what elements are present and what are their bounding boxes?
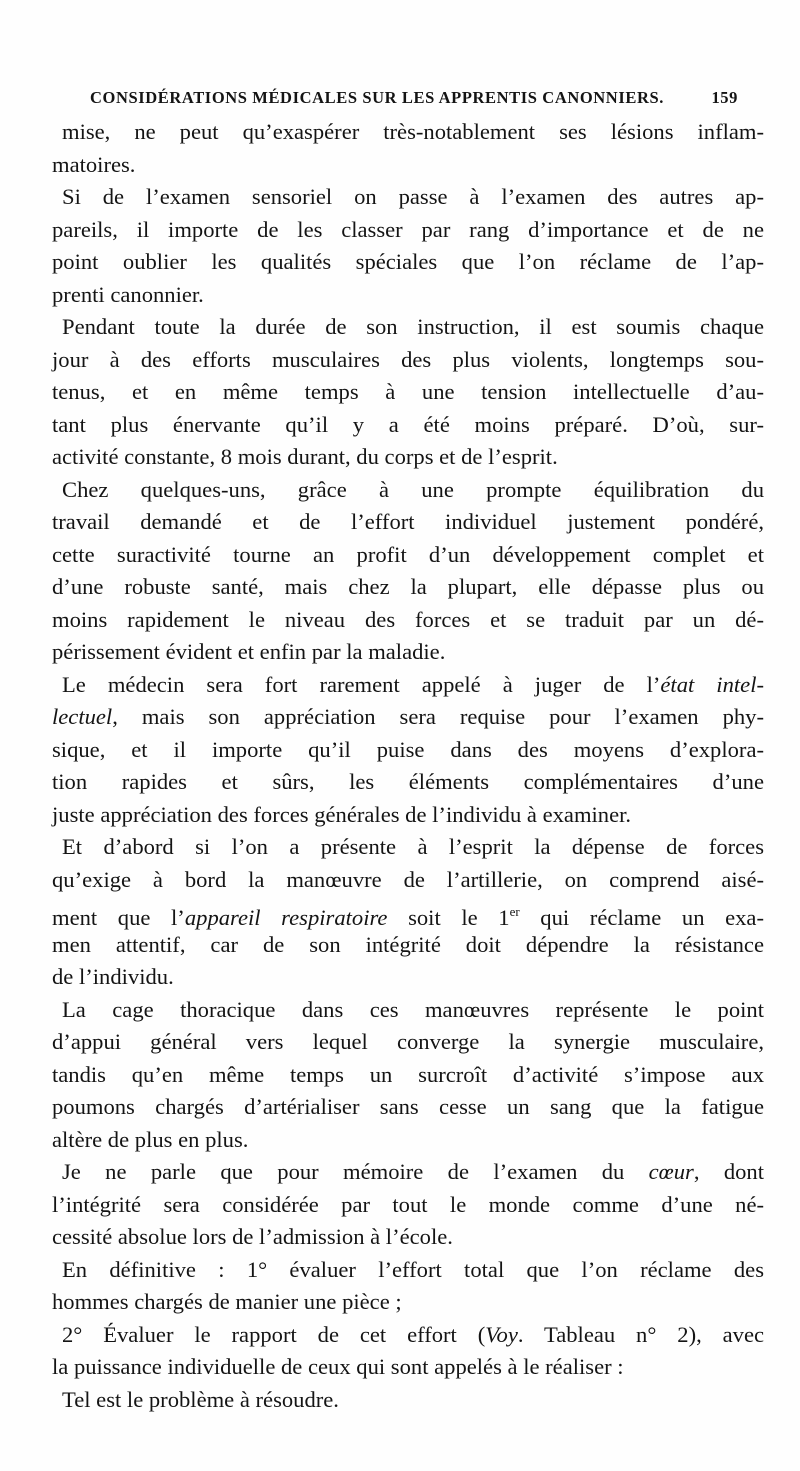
paragraph (52, 1156, 764, 1254)
text-run: l’intégrité sera considérée par tout le monde comme d’une né- (52, 1191, 764, 1217)
text-run: moins rapidement le niveau des forces et se traduit par un dé- (52, 606, 764, 632)
text-run: tenus, et en même temps à une tension intellectuelle d’au- (52, 379, 764, 404)
text-run: Je ne parle que pour mémoire de l’examen du (62, 1159, 649, 1184)
text-line (52, 1124, 764, 1157)
paragraph (52, 1254, 764, 1319)
text-line (52, 831, 764, 864)
text-line (52, 214, 764, 247)
text-line (52, 409, 764, 442)
text-line (52, 1254, 764, 1287)
text-run: Pendant toute la durée de son instruction, il est soumis chaque (62, 314, 764, 339)
text-run: Le médecin sera fort rarement appelé à juger de l’ (62, 671, 661, 697)
text-run: d’une robuste santé, mais chez la plupart, elle dépasse plus ou (52, 574, 764, 599)
italic-term: Voy (485, 1321, 518, 1347)
text-line (52, 929, 764, 962)
text-line (52, 1059, 764, 1092)
text-run: d’appui général vers lequel converge la synergie musculaire, (52, 1029, 764, 1054)
text-run: juste appréciation des forces générales de l’individu à examiner. (52, 801, 632, 827)
text-line (52, 734, 764, 767)
running-title: CONSIDÉRATIONS MÉDICALES SUR LES APPRENTIS CANONNIERS. (90, 88, 664, 107)
text-line (52, 766, 764, 799)
paragraph (52, 1319, 764, 1384)
text-run: ment que l’ (52, 905, 185, 930)
paragraph (52, 669, 764, 832)
text-run: Tel est le problème à résoudre. (62, 1386, 339, 1412)
text-run: qui réclame un exa- (519, 905, 764, 930)
text-line (52, 1156, 764, 1189)
body-text (52, 116, 764, 1416)
text-line (52, 1319, 764, 1352)
text-line (52, 116, 764, 149)
text-line (52, 181, 764, 214)
text-run: la puissance individuelle de ceux qui sont appelés à le réaliser : (52, 1354, 624, 1379)
text-line (52, 279, 764, 312)
text-line (52, 376, 764, 409)
text-line (52, 636, 764, 669)
text-run: jour à des efforts musculaires des plus violents, longtemps sou- (52, 346, 764, 372)
paragraph (52, 1384, 764, 1417)
text-line (52, 864, 764, 897)
text-run: men attentif, car de son intégrité doit dépendre la résistance (52, 931, 764, 957)
paragraph (52, 994, 764, 1157)
text-line (52, 1351, 764, 1384)
text-line (52, 669, 764, 702)
text-run: poumons chargés d’artérialiser sans cesse un sang que la fatigue (52, 1094, 764, 1119)
text-run: activité constante, 8 mois durant, du corps et de l’esprit. (52, 444, 558, 469)
text-run: matoires. (52, 151, 136, 177)
text-line (52, 896, 764, 929)
text-line (52, 1384, 764, 1417)
paragraph (52, 474, 764, 669)
text-run: tandis qu’en même temps un surcroît d’activité s’impose aux (52, 1061, 764, 1087)
text-run: . Tableau n° 2), avec (517, 1321, 764, 1347)
text-line (52, 506, 764, 539)
text-line (52, 344, 764, 377)
text-run: Et d’abord si l’on a présente à l’esprit la dépense de forces (62, 834, 764, 859)
text-run: de l’individu. (52, 964, 174, 989)
text-line (52, 961, 764, 994)
running-header (90, 84, 738, 110)
text-run: tion rapides et sûrs, les éléments complémentaires d’une (52, 769, 764, 794)
paragraph (52, 116, 764, 181)
italic-term: lectuel (52, 704, 113, 729)
italic-term: cœur (648, 1159, 694, 1184)
text-run: travail demandé et de l’effort individuel justement pondéré, (52, 509, 764, 534)
text-run: Chez quelques-uns, grâce à une prompte équilibration du (62, 476, 764, 502)
text-run: cette suractivité tourne an profit d’un développement complet et (52, 541, 764, 567)
text-line (52, 1189, 764, 1222)
superscript: er (509, 904, 520, 919)
text-line (52, 1026, 764, 1059)
text-run: La cage thoracique dans ces manœuvres représente le point (62, 996, 764, 1022)
text-line (52, 994, 764, 1027)
italic-term: état intel- (660, 671, 764, 697)
text-run: , mais son appréciation sera requise pour l’examen phy- (112, 704, 764, 729)
paragraph (52, 831, 764, 994)
text-line (52, 149, 764, 182)
text-run: En définitive : 1° évaluer l’effort total que l’on réclame des (62, 1256, 764, 1282)
italic-term: appareil respiratoire (184, 905, 388, 930)
page-number: 159 (711, 88, 738, 107)
text-run: 2° Évaluer le rapport de cet effort ( (62, 1321, 486, 1347)
text-run: Si de l’examen sensoriel on passe à l’examen des autres ap- (62, 184, 764, 209)
paragraph (52, 181, 764, 311)
text-run: hommes chargés de manier une pièce ; (52, 1289, 402, 1314)
text-line (52, 1221, 764, 1254)
text-run: sique, et il importe qu’il puise dans des moyens d’explora- (52, 736, 764, 762)
text-line (52, 246, 764, 279)
text-run: cessité absolue lors de l’admission à l’école. (52, 1224, 453, 1249)
text-run: qu’exige à bord la manœuvre de l’artillerie, on comprend aisé- (52, 866, 764, 892)
paragraph (52, 311, 764, 474)
text-run: altère de plus en plus. (52, 1126, 249, 1152)
text-line (52, 474, 764, 507)
text-run: prenti canonnier. (52, 281, 204, 307)
text-line (52, 311, 764, 344)
text-line (52, 539, 764, 572)
text-line (52, 1091, 764, 1124)
text-run: périssement évident et enfin par la maladie. (52, 639, 446, 664)
text-line (52, 441, 764, 474)
text-run: tant plus énervante qu’il y a été moins préparé. D’où, sur- (52, 411, 764, 437)
text-line (52, 701, 764, 734)
text-line (52, 1286, 764, 1319)
text-run: soit le 1 (387, 905, 510, 930)
text-run: mise, ne peut qu’exaspérer très-notablement ses lésions inflam- (62, 119, 764, 144)
text-line (52, 799, 764, 832)
text-run: , dont (693, 1159, 764, 1184)
text-run: pareils, il importe de les classer par rang d’importance et de ne (52, 216, 764, 242)
text-line (52, 571, 764, 604)
text-line (52, 604, 764, 637)
text-run: point oublier les qualités spéciales que l’on réclame de l’ap- (52, 249, 764, 274)
